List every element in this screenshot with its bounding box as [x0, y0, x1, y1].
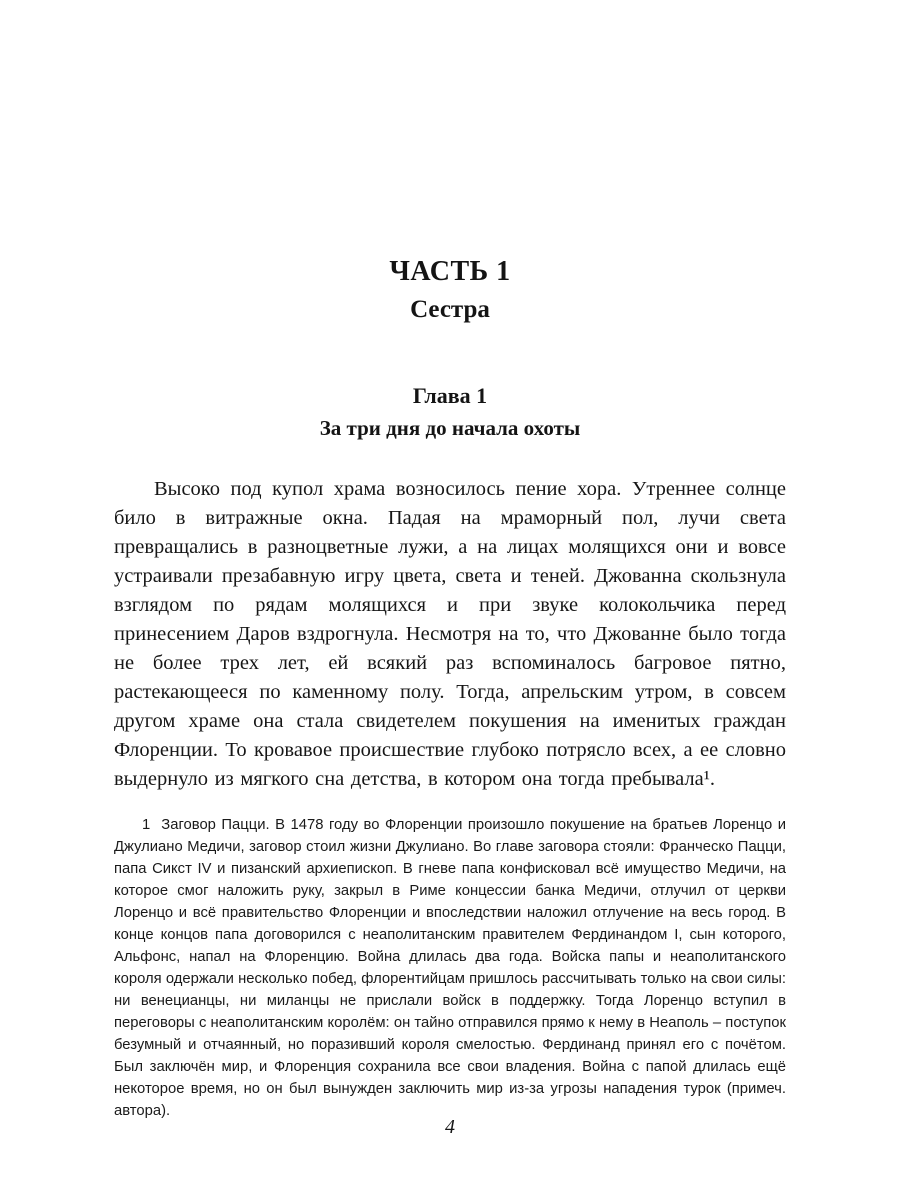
chapter-title: Глава 1 — [412, 383, 488, 408]
footnote-text: 1 Заговор Пацци. В 1478 году во Флоренции произошло покушение на братьев Лоренцо и Джулиано Медичи, заговор стоил жизни Джулиано. Во главе заговора стояли: Франческо Пацци, папа Сикст IV и пизанский архиепископ. В гневе папа конфисковал всё имущество Медичи, на которое смог наложить руку, закрыл в Риме концессии банка Медичи, отлучил от церкви Лоренцо и всё правительство Флоренции и впоследствии наложил отлучение на весь город. В конце концов папа договорился с неаполитанским правителем Фердинандом I, сын которого, Альфонс, напал на Флоренцию. Война длилась два года. Войска папы и неаполитанского короля одержали несколько побед, флорентийцам пришлось рассчитывать только на свои силы: ни венецианцы, ни миланцы не прислали войск в поддержку. Тогда Лоренцо вступил в переговоры с неаполитанским королём: он тайно отправился прямо к нему в Неаполь – поступок безумный и отчаянный, но поразивший короля смелостью. Фердинанд принял его с почётом. Был заключён мир, и Флоренция сохранила все свои владения. Война с папой длилась ещё некоторое время, но он был вынужден заключить мир из-за угрозы нападения турок (примеч. автора). — [114, 817, 786, 1119]
part-subtitle: Сестра — [410, 296, 490, 323]
chapter-subtitle: За три дня до начала охоты — [319, 416, 581, 440]
body-paragraph: Высоко под купол храма возносилось пение хора. Утреннее солнце било в витражные окна. Падая на мраморный пол, лучи света превращались в разноцветные лужи, а на лицах молящихся они и вовсе устраивали презабавную игру цвета, света и теней. Джованна скользнула взглядом по рядам молящихся и при звуке колокольчика перед принесением Даров вздрогнула. Несмотря на то, что Джованне было тогда не более трех лет, ей всякий раз вспоминалось багровое пятно, растекающееся по каменному полу. Тогда, апрельским утром, в совсем другом храме она стала свидетелем покушения на именитых граждан Флоренции. То кровавое происшествие глубоко потрясло всех, а ее словно выдернуло из мягкого сна детства, в котором она тогда пребывала¹. — [114, 478, 786, 790]
part-title: ЧАСТЬ 1 — [389, 256, 511, 287]
page-number: 4 — [445, 1116, 455, 1138]
